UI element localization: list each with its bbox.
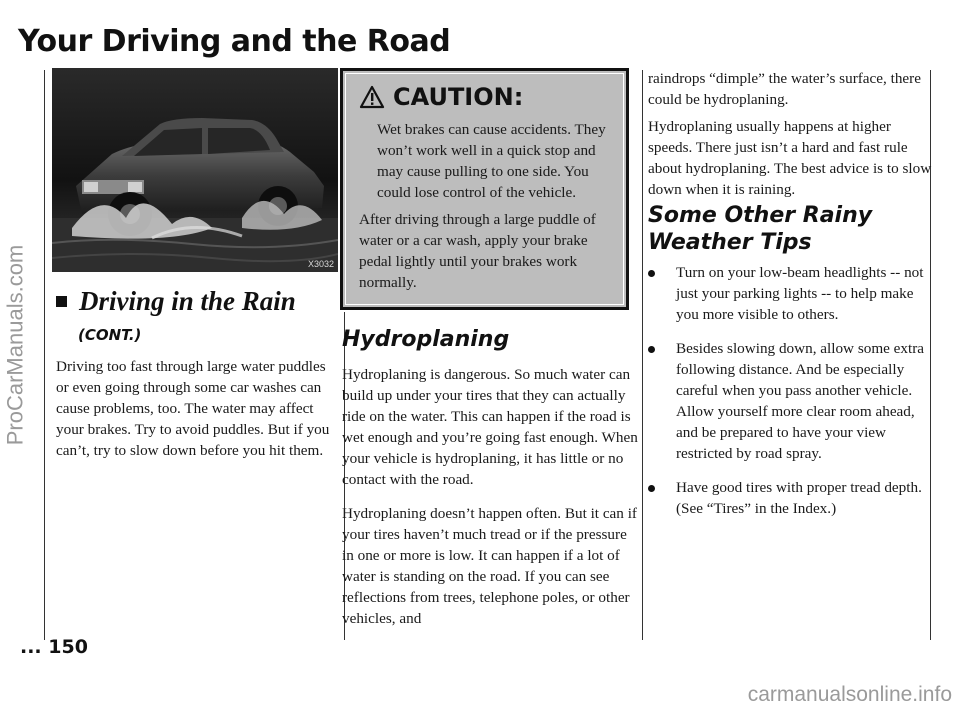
caution-header — [359, 83, 612, 111]
watermark-bottom: carmanualsonline.info — [747, 683, 952, 706]
hydroplaning-paragraph-2: Hydroplaning doesn’t happen often. But it can if your tires haven’t much tread or if the pressure in one or more is low. It can happen if a lot of water is standing on the road. If you can see reflections from trees, telephone poles, or other vehicles, and — [342, 505, 637, 627]
column-rule-left — [44, 70, 45, 640]
rain-paragraph: Driving too fast through large water puddles or even going through some car washes can cause problems, too. The water may affect your brakes. Try to avoid puddles. But if you can’t, try to slow down before you hit them. — [56, 358, 330, 459]
watermark-left: ProCarManuals.com — [2, 244, 28, 446]
bullet-dot-icon — [648, 338, 660, 464]
hydroplaning-heading: Hydroplaning — [342, 327, 510, 352]
rainy-tips-heading — [648, 202, 872, 256]
rainy-tips-heading-line-2: Weather Tips — [648, 230, 812, 255]
column-rule-right-1 — [642, 70, 643, 640]
tip-text: Have good tires with proper tread depth. (See “Tires” in the Index.) — [676, 479, 922, 517]
list-item — [648, 262, 940, 325]
photo-code: X3032 — [307, 259, 334, 269]
rainy-tips-heading-line-1: Some Other Rainy — [648, 203, 873, 228]
right-paragraph-2: Hydroplaning usually happens at higher speeds. There just isn’t a hard and fast rule about hydroplaning. The best advice is to slow down when it is raining. — [648, 118, 932, 198]
warning-triangle-icon — [359, 85, 385, 109]
bullet-dot-icon — [648, 262, 660, 325]
caution-paragraph-2: After driving through a large puddle of water or a car wash, apply your brake pedal lightly until your brakes work normally. — [359, 211, 596, 291]
list-item — [648, 338, 940, 464]
right-paragraph-1: raindrops “dimple” the water’s surface, there could be hydroplaning. — [648, 70, 921, 108]
page-title: Your Driving and the Road — [18, 24, 451, 59]
caution-title: CAUTION: — [393, 83, 524, 111]
bullet-dot-icon — [648, 477, 660, 519]
hydroplaning-paragraph-1: Hydroplaning is dangerous. So much water can build up under your tires that they can actually ride on the water. This can happen if the road is wet enough and you’re going fast enough. When your vehicle is hydroplaning, it has little or no contact with the road. — [342, 366, 638, 488]
caution-paragraph-1: Wet brakes can cause accidents. They won’t work well in a quick stop and may cause pulling to one side. You could lose control of the vehicle. — [377, 121, 606, 201]
section-heading-text: Driving in the Rain — [79, 286, 296, 316]
tip-text: Besides slowing down, allow some extra following distance. And be especially careful when you pass another vehicle. Allow yourself more clear room ahead, and be prepared to have your view restricted by road spray. — [676, 340, 925, 462]
section-heading — [56, 286, 296, 317]
square-bullet-icon — [56, 296, 67, 307]
tip-text: Turn on your low-beam headlights -- not just your parking lights -- to help make you more visible to others. — [676, 264, 924, 323]
rainy-tips-list — [648, 262, 940, 532]
list-item — [648, 477, 940, 519]
page-number: ... 150 — [20, 636, 88, 658]
continued-label: (CONT.) — [78, 326, 142, 344]
car-photo — [52, 68, 338, 272]
car-illustration — [52, 68, 338, 272]
caution-box — [340, 68, 629, 310]
